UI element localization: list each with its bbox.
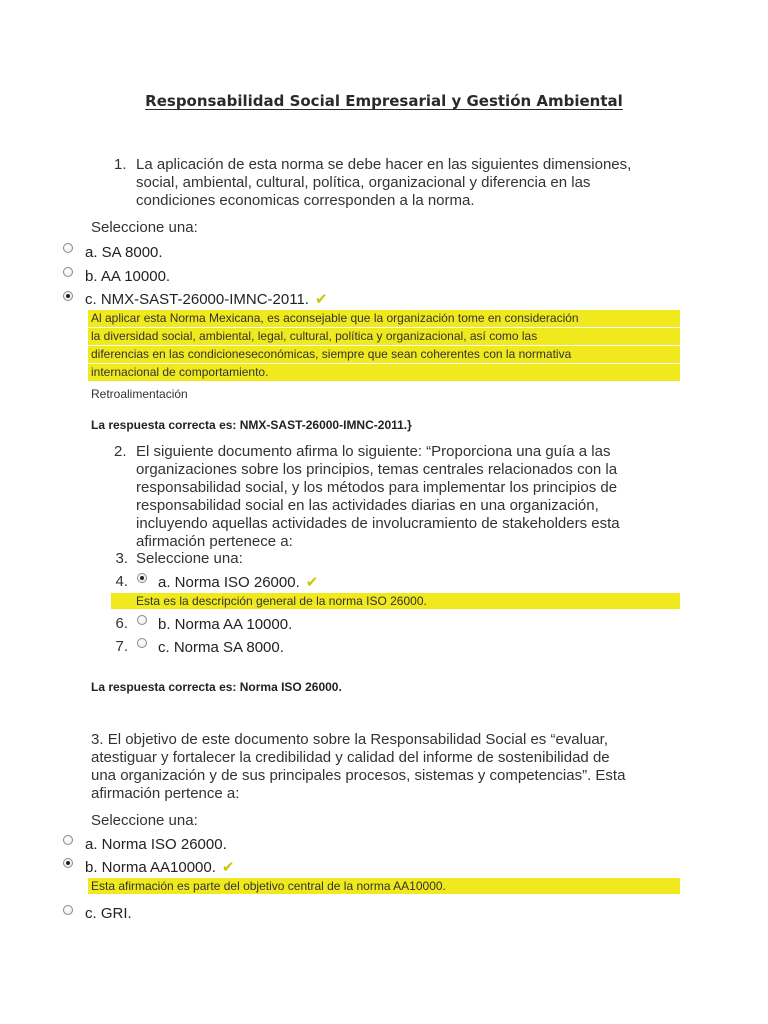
q3-option-a-label: a. Norma ISO 26000. (85, 835, 227, 853)
q2-option-b[interactable] (158, 614, 292, 634)
q3-text-line: afirmación pertence a: (91, 785, 240, 802)
checkmark-icon: ✔ (305, 574, 319, 591)
checkmark-icon: ✔ (314, 291, 328, 308)
q2-option-a[interactable] (158, 572, 318, 592)
q1-feedback-line: internacional de comportamiento. (88, 364, 680, 382)
q2-text-line: El siguiente documento afirma lo siguiente: “Proporciona una guía a las (136, 443, 611, 460)
q1-option-c[interactable] (85, 289, 328, 309)
q1-text (136, 156, 696, 210)
q1-option-a[interactable] (85, 242, 163, 262)
q2-option-b-radio[interactable] (137, 615, 147, 625)
page-title-text: Responsabilidad Social Empresarial y Gestión Ambiental (145, 92, 623, 110)
checkmark-icon: ✔ (221, 859, 235, 876)
q3-text-line: atestiguar y fortalecer la credibilidad y calidad del informe de sostenibilidad de (91, 749, 610, 766)
q2-text-line: responsabilidad social, y los métodos para implementar los principios de (136, 479, 618, 496)
q3-feedback (88, 878, 680, 894)
q1-retro-label: Retroalimentación (91, 387, 188, 401)
q1-number: 1. (114, 156, 127, 173)
q2-option-c-radio[interactable] (137, 638, 147, 648)
q2-option-c[interactable] (158, 637, 284, 657)
q1-text-line: condiciones economicas corresponden a la norma. (136, 192, 475, 209)
q2-option-a-label: a. Norma ISO 26000. (158, 573, 300, 591)
q2-feedback (111, 593, 680, 609)
q3-feedback-text: Esta afirmación es parte del objetivo central de la norma AA10000. (88, 878, 680, 894)
q3-text-line-first (91, 731, 691, 749)
q1-correct-answer: La respuesta correcta es: NMX-SAST-26000-IMNC-2011.} (91, 418, 412, 432)
q2-number: 2. (114, 443, 127, 460)
q2-feedback-text: Esta es la descripción general de la norma ISO 26000. (111, 593, 680, 609)
q3-option-c[interactable] (85, 903, 132, 923)
q3-text-line: una organización y de sus principales procesos, sistemas y competencias”. Esta (91, 767, 626, 784)
q1-feedback (88, 310, 680, 382)
q2-text (136, 443, 696, 551)
q1-text-line: social, ambiental, cultural, política, organizacional y diferencia en las (136, 174, 591, 191)
q3-option-a[interactable] (85, 834, 227, 854)
q2-text-line: incluyendo aquellas actividades de involucramiento de stakeholders esta (136, 515, 620, 532)
q2-list-number: 6. (115, 615, 128, 632)
q1-option-b[interactable] (85, 266, 170, 286)
q2-text-line: organizaciones sobre los principios, temas centrales relacionados con la (136, 461, 618, 478)
q1-option-a-radio[interactable] (63, 243, 73, 253)
q1-feedback-line: la diversidad social, ambiental, legal, cultural, política y organizacional, así como las (88, 328, 680, 346)
q2-list-number: 7. (115, 638, 128, 655)
q3-option-b-label: b. Norma AA10000. (85, 858, 216, 876)
q2-correct-answer: La respuesta correcta es: Norma ISO 26000. (91, 680, 342, 694)
q2-list-number: 4. (115, 573, 128, 590)
q3-option-b-radio[interactable] (63, 858, 73, 868)
q1-option-b-radio[interactable] (63, 267, 73, 277)
q3-number: 3. (91, 731, 104, 748)
q2-text-line: responsabilidad social en las actividades diarias en una organización, (136, 497, 599, 514)
q2-option-b-label: b. Norma AA 10000. (158, 615, 293, 633)
q3-prompt: Seleccione una: (91, 812, 198, 829)
q1-option-c-radio[interactable] (63, 291, 73, 301)
q2-list-number: 3. (115, 550, 128, 567)
q1-feedback-line: diferencias en las condicioneseconómicas, siempre que sean coherentes con la normativa (88, 346, 680, 364)
q3-option-a-radio[interactable] (63, 835, 73, 845)
q3-option-b[interactable] (85, 857, 235, 877)
q1-option-c-label: c. NMX-SAST-26000-IMNC-2011. (85, 290, 309, 308)
q1-option-a-label: a. SA 8000. (85, 243, 163, 261)
q2-text-line: afirmación pertenece a: (136, 533, 293, 550)
q1-text-line: La aplicación de esta norma se debe hacer en las siguientes dimensiones, (136, 156, 632, 173)
q3-text-line: El objetivo de este documento sobre la Responsabilidad Social es “evaluar, (107, 731, 608, 748)
q2-prompt: Seleccione una: (136, 550, 243, 567)
q2-option-c-label: c. Norma SA 8000. (158, 638, 284, 656)
q1-feedback-line: Al aplicar esta Norma Mexicana, es aconsejable que la organización tome en consideración (88, 310, 680, 328)
page-title (0, 92, 768, 110)
q3-option-c-radio[interactable] (63, 905, 73, 915)
q3-text (91, 731, 691, 803)
q2-option-a-radio[interactable] (137, 573, 147, 583)
q1-prompt: Seleccione una: (91, 219, 198, 236)
q1-option-b-label: b. AA 10000. (85, 267, 171, 285)
q3-option-c-label: c. GRI. (85, 904, 132, 922)
